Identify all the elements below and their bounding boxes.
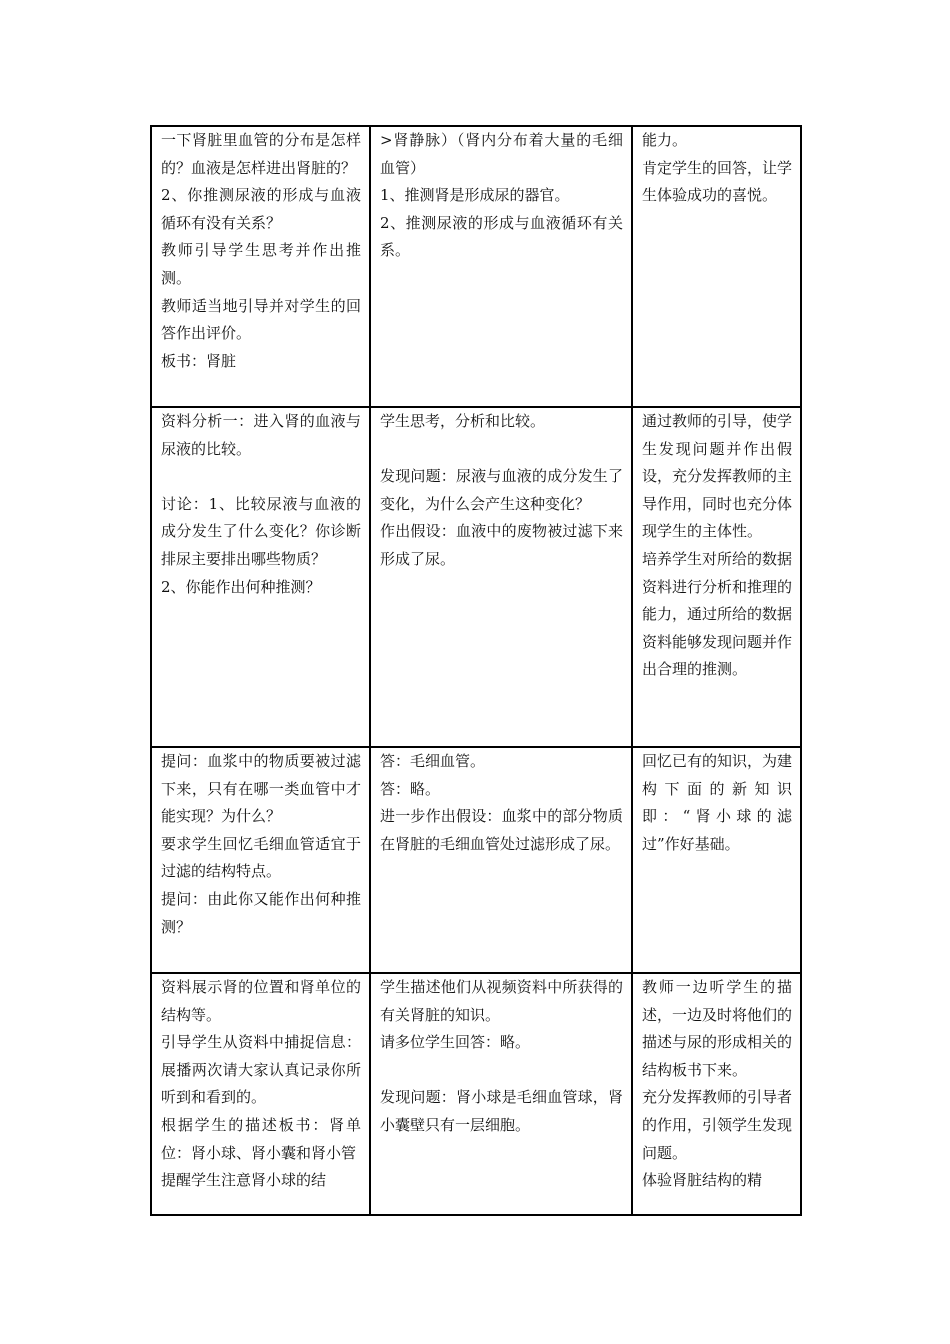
cell-paragraph: 1、推测肾是形成尿的器官。	[380, 186, 570, 205]
cell-paragraph: 进一步作出假设：血浆中的部分物质在肾脏的毛细血管处过滤形成了尿。	[380, 807, 623, 853]
cell-paragraph: 肯定学生的回答，让学生体验成功的喜悦。	[642, 158, 793, 205]
blank-line	[380, 436, 623, 464]
lesson-plan-table	[150, 125, 802, 1216]
cell-paragraph: 教师一边听学生的描述，一边及时将他们的描述与尿的形成相关的结构板书下来。	[642, 978, 793, 1079]
table-row	[151, 747, 801, 973]
teacher-activity-cell	[151, 747, 370, 973]
cell-paragraph: 提问：血浆中的物质要被过滤下来，只有在哪一类血管中才能实现？为什么？	[161, 752, 361, 826]
cell-paragraph: 能力。	[642, 131, 688, 149]
cell-paragraph: 根据学生的描述板书：肾单位：肾小球、肾小囊和肾小管	[161, 1115, 361, 1162]
cell-paragraph: 引导学生从资料中捕捉信息：展播两次请大家认真记录你所听到和看到的。	[161, 1033, 361, 1107]
student-activity-cell	[370, 126, 632, 407]
cell-paragraph: 2、你推测尿液的形成与血液循环有没有关系？	[161, 186, 361, 232]
design-intent-cell	[632, 973, 801, 1215]
cell-paragraph: 体验肾脏结构的精	[642, 1171, 763, 1190]
cell-paragraph: 通过教师的引导，使学生发现问题并作出假设，充分发挥教师的主导作用，同时也充分体现学生的主体性。	[642, 412, 793, 541]
cell-paragraph: 讨论：1、比较尿液与血液的成分发生了什么变化？你诊断排尿主要排出哪些物质？	[161, 494, 361, 568]
cell-paragraph: 资料分析一：进入肾的血液与尿液的比较。	[161, 412, 361, 458]
table-row	[151, 407, 801, 747]
teacher-activity-cell	[151, 973, 370, 1215]
cell-paragraph: 发现问题：尿液与血液的成分发生了变化，为什么会产生这种变化？	[380, 467, 623, 513]
student-activity-cell	[370, 973, 632, 1215]
cell-paragraph: 板书：肾脏	[161, 351, 237, 370]
cell-paragraph: 2、推测尿液的形成与血液循环有关系。	[380, 213, 623, 260]
student-activity-cell	[370, 747, 632, 973]
cell-paragraph: 回忆已有的知识，为建构下面的新知识即：“肾小球的滤过”作好基础。	[642, 752, 793, 853]
blank-line	[380, 1057, 623, 1085]
design-intent-cell	[632, 747, 801, 973]
cell-paragraph: 提醒学生注意肾小球的结	[161, 1171, 327, 1190]
blank-line	[161, 463, 361, 491]
cell-paragraph: 发现问题：肾小球是毛细血管球，肾小囊壁只有一层细胞。	[380, 1088, 623, 1134]
design-intent-cell	[632, 126, 801, 407]
cell-paragraph: 作出假设：血液中的废物被过滤下来形成了尿。	[380, 522, 623, 568]
cell-paragraph: 学生描述他们从视频资料中所获得的有关肾脏的知识。	[380, 978, 623, 1024]
cell-paragraph: 提问：由此你又能作出何种推测？	[161, 889, 361, 936]
cell-paragraph: 资料展示肾的位置和肾单位的结构等。	[161, 978, 361, 1024]
teacher-activity-cell	[151, 407, 370, 747]
cell-paragraph: >肾静脉）（肾内分布着大量的毛细血管）	[380, 131, 623, 177]
cell-paragraph: 答：毛细血管。	[380, 752, 486, 770]
cell-paragraph: 学生思考，分析和比较。	[380, 412, 546, 430]
cell-paragraph: 答：略。	[380, 779, 441, 798]
cell-paragraph: 要求学生回忆毛细血管适宜于过滤的结构特点。	[161, 834, 361, 881]
cell-paragraph: 请多位学生回答：略。	[380, 1033, 531, 1052]
teacher-activity-cell	[151, 126, 370, 407]
cell-paragraph: 培养学生对所给的数据资料进行分析和推理的能力，通过所给的数据资料能够发现问题并作出合理的推测。	[642, 549, 793, 679]
cell-paragraph: 2、你能作出何种推测？	[161, 577, 321, 596]
table-row	[151, 973, 801, 1215]
student-activity-cell	[370, 407, 632, 747]
cell-paragraph: 一下肾脏里血管的分布是怎样的？血液是怎样进出肾脏的？	[161, 131, 361, 177]
table-row	[151, 126, 801, 407]
cell-paragraph: 教师适当地引导并对学生的回答作出评价。	[161, 296, 361, 343]
design-intent-cell	[632, 407, 801, 747]
cell-paragraph: 充分发挥教师的引导者的作用，引领学生发现问题。	[642, 1088, 793, 1162]
cell-paragraph: 教师引导学生思考并作出推测。	[161, 241, 361, 287]
